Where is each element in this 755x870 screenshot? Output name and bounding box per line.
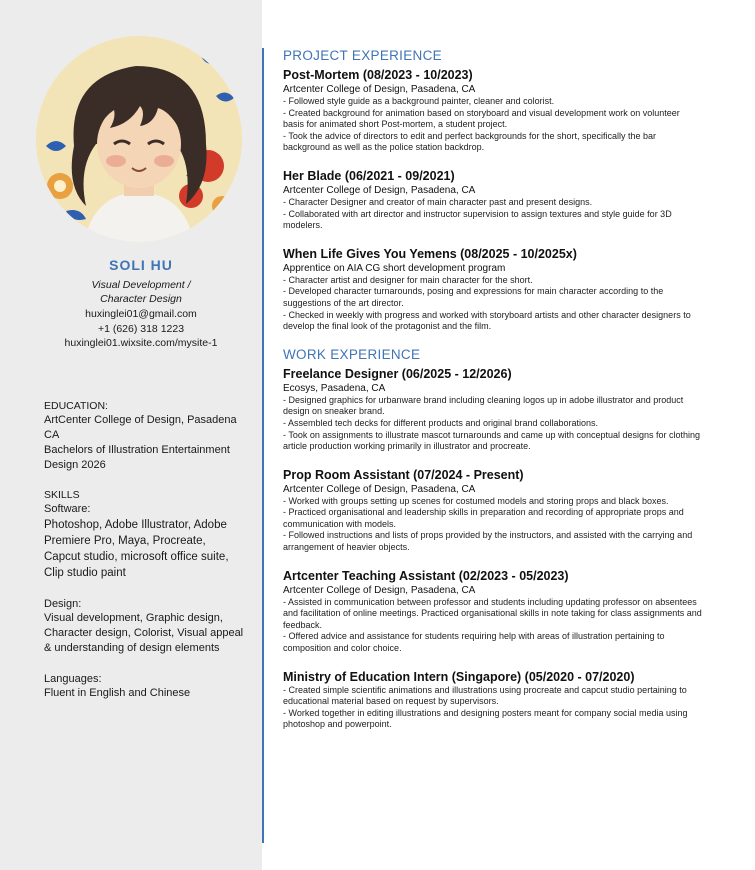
job-bullet: - Developed character turnarounds, posing and expressions for main character according to the suggestions of the art director. (283, 286, 664, 308)
project-entry (283, 168, 703, 232)
avatar (36, 36, 242, 242)
job-title: Ministry of Education Intern (Singapore) (05/2020 - 07/2020) (283, 669, 635, 684)
skills-design: Visual development, Graphic design, Character design, Colorist, Visual appeal & understanding of design elements (44, 612, 244, 654)
job-title: When Life Gives You Yemens (08/2025 - 10/2025x) (283, 246, 577, 261)
job-bullet: - Took the advice of directors to edit and perfect backgrounds for the short, specifically the bar background as well as the police station backdrop. (283, 130, 657, 153)
profile-title-line-1: Visual Development / (91, 279, 191, 291)
skills-design-label: Design: (44, 598, 82, 610)
job-bullet: - Created background for animation based on storyboard and visual development work on volunteer basis for animated short Post-mortem, a student project. (283, 107, 680, 130)
contact-website[interactable]: huxinglei01.wixsite.com/mysite-1 (64, 337, 218, 349)
job-org: Artcenter College of Design, Pasadena, CA (283, 84, 476, 95)
job-title: Post-Mortem (08/2023 - 10/2023) (283, 68, 473, 82)
left-sidebar (0, 0, 262, 870)
experience-column (283, 48, 703, 745)
contact-phone: +1 (626) 318 1223 (97, 323, 185, 335)
job-bullet: - Followed instructions and lists of props provided by the instructors, and assisted with the carrying and arrangement of heavier objects. (283, 530, 693, 553)
work-entry (283, 467, 703, 554)
skills-heading: SKILLS (44, 489, 80, 501)
job-bullet: - Assembled tech decks for different products and original brand collaborations. (283, 417, 599, 428)
education-school: ArtCenter College of Design, Pasadena CA (44, 414, 237, 441)
job-title: Freelance Designer (06/2025 - 12/2026) (283, 366, 512, 381)
contact-email[interactable]: huxinglei01@gmail.com (85, 308, 197, 320)
job-org: Artcenter College of Design, Pasadena, CA (283, 584, 476, 596)
skills-languages-label: Languages: (44, 673, 102, 685)
job-bullet: - Designed graphics for urbanware brand including cleaning logos up in adobe illustrator and product design on sneaker brand. (283, 394, 684, 417)
work-experience-heading: WORK EXPERIENCE (283, 346, 421, 362)
profile-name: SOLI HU (109, 257, 173, 273)
profile-title-line-2: Character Design (100, 293, 182, 305)
work-entry (283, 366, 703, 453)
project-entry (283, 67, 703, 154)
skills-software-label: Software: (44, 503, 91, 515)
job-bullet: - Followed style guide as a background painter, cleaner and colorist. (283, 96, 555, 106)
job-bullet: - Checked in weekly with progress and worked with storyboard artists and other character designers to develop the final look of the protagonist and the film. (283, 309, 691, 332)
project-entry (283, 246, 703, 333)
job-org: Artcenter College of Design, Pasadena, CA (283, 483, 476, 495)
column-divider (262, 48, 264, 843)
job-bullet: - Collaborated with art director and instructor supervision to assign textures and style guide for 3D modelers. (283, 208, 672, 231)
education-degree: Bachelors of Illustration Entertainment Design 2026 (44, 444, 230, 471)
job-org: Ecosys, Pasadena, CA (283, 382, 386, 394)
job-bullet: - Created simple scientific animations and illustrations using procreate and capcut studio pertaining to educational material based on request by supervisors. (283, 684, 687, 707)
job-bullet: - Assisted in communication between professor and students including updating professor on absentees and facilitation of online meetings. Practiced organisational skills in note taking for class assignments and feedback. (283, 596, 702, 630)
work-entry (283, 568, 703, 655)
job-bullet: - Practiced organisational and leadership skills in preparation and recording of appropriate props and communication with models. (283, 507, 684, 529)
job-bullet: - Character Designer and creator of main character past and present designs. (283, 196, 593, 207)
job-title: Artcenter Teaching Assistant (02/2023 - 05/2023) (283, 568, 569, 583)
education-heading: EDUCATION: (44, 400, 108, 412)
portrait-illustration (36, 36, 242, 242)
job-bullet: - Worked with groups setting up scenes for costumed models and storing props and black boxes. (283, 495, 669, 506)
work-entry (283, 669, 703, 731)
skills-software: Photoshop, Adobe Illustrator, Adobe Premiere Pro, Maya, Procreate, Capcut studio, microsoft office suite, Clip studio paint (44, 519, 229, 579)
job-org: Artcenter College of Design, Pasadena, CA (283, 184, 476, 196)
job-title: Prop Room Assistant (07/2024 - Present) (283, 467, 524, 482)
job-bullet: - Character artist and designer for main character for the short. (283, 274, 533, 285)
job-bullet: - Took on assignments to illustrate mascot turnarounds and came up with conceptual designs for clothing article production working primarily in illustrator and procreate. (283, 429, 701, 452)
job-bullet: - Worked together in editing illustrations and designing posters meant for company social media using photoshop and powerpoint. (283, 707, 688, 730)
job-title: Her Blade (06/2021 - 09/2021) (283, 168, 455, 183)
job-org: Apprentice on AIA CG short development program (283, 262, 506, 274)
job-bullet: - Offered advice and assistance for students requiring help with areas of illustration pertaining to composition and color choice. (283, 631, 665, 654)
project-experience-heading: PROJECT EXPERIENCE (283, 48, 442, 63)
skills-languages: Fluent in English and Chinese (44, 687, 191, 699)
